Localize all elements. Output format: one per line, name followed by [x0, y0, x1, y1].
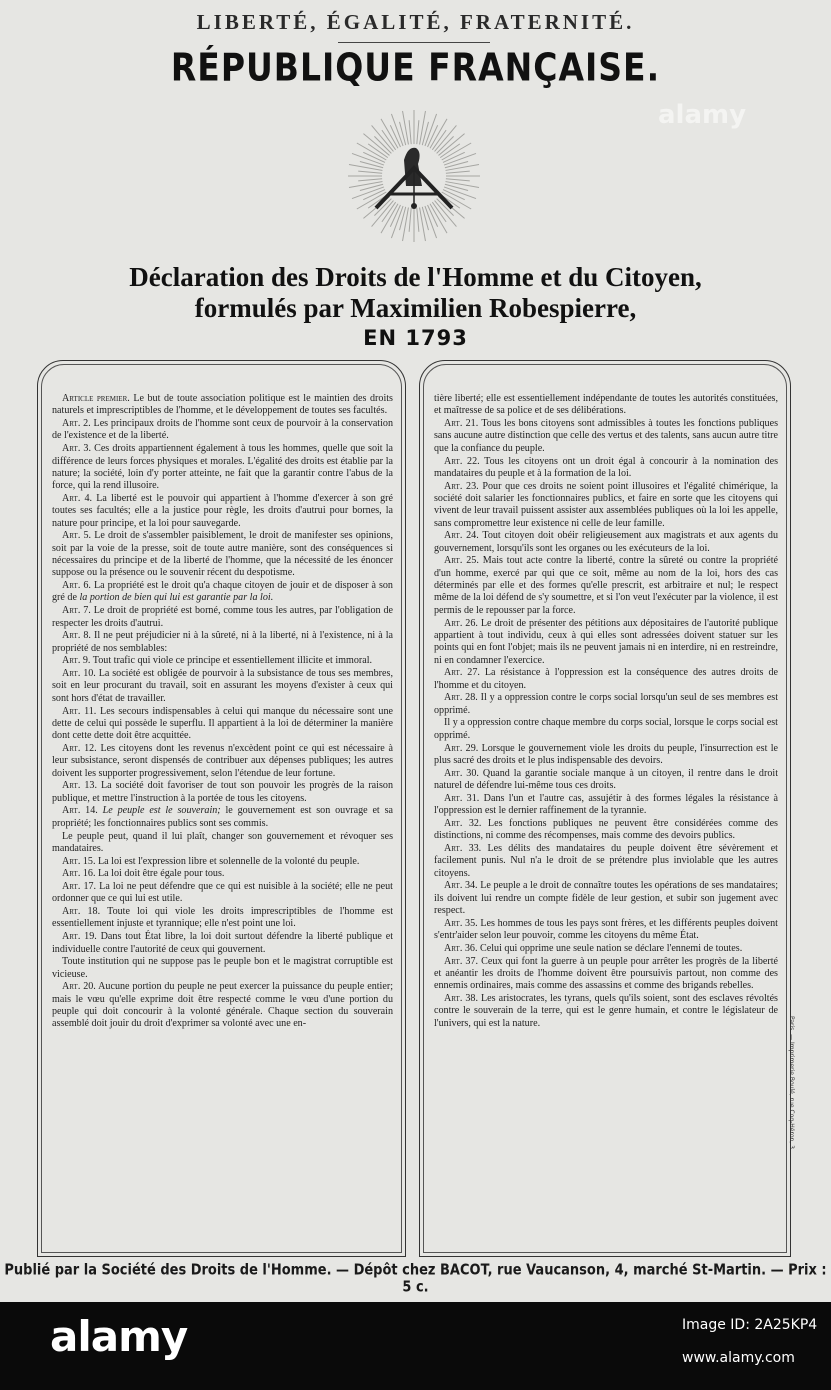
sun-ray — [446, 182, 479, 188]
article-paragraph — [434, 418, 778, 455]
article-text: Tous les bons citoyens sont admissibles à toutes les fonctions publiques sans aucune autre distinction que celle des vertus et des talents, sans aucun autre titre que la confiance du peuple. — [434, 418, 778, 454]
article-paragraph — [434, 743, 778, 768]
article-number: Art. 6. — [62, 580, 91, 592]
sun-ray — [403, 208, 409, 241]
left-column — [37, 360, 406, 1257]
sun-ray — [372, 125, 394, 151]
sun-ray — [372, 201, 394, 227]
article-number: Art. 2. — [62, 418, 91, 430]
article-number: Art. 37. — [444, 955, 479, 967]
article-text: le gouvernement est son ouvrage et sa propriété; les fonctionnaires publics sont ses commis. — [52, 805, 393, 829]
declaration-title — [0, 262, 831, 324]
sun-ray — [363, 134, 389, 156]
article-number: Art. 19. — [62, 931, 97, 943]
printer-text: Paris. — Imprimerie Boulé, rue Coq-Héron, 3. — [788, 1016, 795, 1151]
article-number: Art. 16. — [62, 868, 96, 880]
right-column-text — [434, 393, 778, 1030]
article-number: Art. 24. — [444, 530, 479, 542]
sun-ray — [417, 120, 419, 144]
article-text: Les aristocrates, les tyrans, quels qu'ils soient, sont des esclaves révoltés contre le souverain de la terre, qui est le genre humain, et contre le législateur de l'univers, qui est la nature. — [434, 992, 778, 1029]
article-number: Art. 31. — [444, 792, 480, 804]
article-text: Lorsque le gouvernement viole les droits du peuple, l'insurrection est le plus sacré des droits et le plus indispensable des devoirs. — [434, 742, 778, 766]
year-label: EN 1793 — [363, 326, 468, 350]
sun-ray — [349, 182, 382, 188]
article-number: Art. 9. — [62, 655, 91, 667]
article-text: Mais tout acte contre la liberté, contre la sûreté ou contre la propriété d'un homme, exercé par qui que ce soit, même au nom de la loi, hors des cas déterminés par elle et des formes qu'elle prescrit, est arbitraire et nul; le respect même de la loi défend de s'y soumettre, et si l'on veut l'exécuter par la violence, il est permis de le repousser par la force. — [434, 555, 778, 616]
article-paragraph — [434, 717, 778, 742]
article-paragraph — [434, 530, 778, 555]
article-paragraph — [434, 793, 778, 818]
sun-ray — [381, 204, 398, 233]
article-paragraph — [52, 881, 393, 906]
article-paragraph — [434, 456, 778, 481]
article-text: Les citoyens dont les revenus n'excèdent point ce qui est nécessaire à leur subsistance, seront dispensés de contribuer aux dépenses publiques; les autres doivent les supporter progressivement, selon l'étendue de leur fortune. — [52, 742, 394, 779]
article-number: Art. 34. — [444, 880, 478, 892]
motto: LIBERTÉ, ÉGALITÉ, FRATERNITÉ. — [196, 10, 635, 34]
article-text: Il y a oppression contre le corps social lorsqu'un seul de ses membres est opprimé. — [434, 692, 778, 716]
article-paragraph — [52, 393, 393, 418]
sun-ray — [439, 134, 465, 156]
article-text: Le droit de s'assembler paisiblement, le droit de manifester ses opinions, soit par la voie de la presse, soit de toute autre manière, sont des conséquences si nécessaires du principe et de la liberté de l'homme, que la nécessité de les énoncer suppose ou la présence ou le souvenir récent du despotisme. — [52, 530, 393, 579]
article-number: Art. 18. — [62, 906, 101, 918]
article-text: Les secours indispensables à celui qui manque du nécessaire sont une dette de celui qui possède le superflu. Il appartient à la loi de déterminer la manière dont cette dette doit être acquittée. — [52, 705, 393, 742]
article-number: Art. 13. — [62, 780, 97, 792]
article-text: La liberté est le pouvoir qui appartient à l'homme d'exercer à son gré toutes ses facultés; elle a la justice pour règle, les droits d'autrui pour bornes, la nature pour principe, et la loi pour sauvegarde. — [52, 492, 393, 529]
article-number: Art. 3. — [62, 443, 91, 455]
sun-ray — [430, 204, 447, 233]
article-text: Dans tout État libre, la loi doit surtout défendre la liberté publique et individuelle contre l'autorité de ceux qui gouvernent. — [52, 931, 393, 955]
article-number: Art. 28. — [444, 692, 478, 704]
sun-ray — [403, 111, 409, 144]
article-number: Art. 4. — [62, 492, 93, 504]
article-number: Art. 21. — [444, 418, 479, 430]
article-paragraph — [434, 667, 778, 692]
article-number: Art. 33. — [444, 842, 482, 854]
article-number: Art. 22. — [444, 455, 480, 467]
article-paragraph — [52, 443, 393, 492]
article-number: Art. 8. — [62, 630, 91, 642]
article-paragraph — [434, 393, 778, 418]
sun-ray — [442, 143, 471, 160]
article-number: Art. 11. — [62, 705, 97, 717]
article-number: Art. 32. — [444, 817, 482, 829]
article-text: Le droit de présenter des pétitions aux dépositaires de l'autorité publique appartient à tout individu, ceux à qui elles sont adressées doivent statuer sur les points qui en font l'objet; mais ils ne peuvent jamais ni en interdire, ni en restreindre, ni en condamner l'exercice. — [434, 617, 778, 666]
sun-ray — [435, 125, 457, 151]
article-paragraph — [52, 418, 393, 443]
article-italic: Le peuple est le souverain; — [102, 805, 221, 817]
article-paragraph — [52, 580, 393, 605]
article-paragraph — [434, 481, 778, 530]
article-text: La propriété est le droit qu'a chaque citoyen de jouir et de disposer à son gré de — [52, 580, 393, 604]
article-number: Art. 35. — [444, 917, 478, 929]
article-paragraph — [434, 943, 778, 955]
article-text: Il y a oppression contre chaque membre du corps social, lorsque le corps social est opprimé. — [434, 717, 778, 741]
article-paragraph — [52, 706, 393, 743]
left-column-text — [52, 393, 393, 1031]
article-number: Art. 10. — [62, 668, 96, 680]
article-paragraph — [52, 956, 393, 981]
sun-ray — [417, 208, 419, 232]
article-paragraph — [52, 906, 393, 931]
sun-ray — [446, 179, 470, 181]
article-paragraph — [52, 655, 393, 667]
republic-title: RÉPUBLIQUE FRANÇAISE. — [170, 45, 661, 90]
article-text: La loi est l'expression libre et solennelle de la volonté du peuple. — [98, 855, 360, 867]
article-text: La société est obligée de pourvoir à la subsistance de tous ses membres, soit en leur procurant du travail, soit en assurant les moyens d'exister à ceux qui sont hors d'état de travailler. — [52, 668, 393, 704]
article-paragraph — [434, 843, 778, 880]
article-number: Art. 5. — [62, 530, 92, 542]
article-paragraph — [52, 668, 393, 705]
sun-ray — [435, 201, 457, 227]
article-paragraph — [52, 530, 393, 579]
article-number: Art. 12. — [62, 742, 97, 754]
sun-ray — [409, 120, 411, 144]
article-text: Les délits des mandataires du peuple doivent être sévèrement et facilement punis. Nul n'a le droit de se prétendre plus inviolable que les autres citoyens. — [434, 842, 778, 879]
article-number: Article premier. — [62, 393, 130, 404]
article-paragraph — [52, 743, 393, 780]
sun-ray — [381, 119, 398, 148]
article-text: Les principaux droits de l'homme sont ceux de pourvoir à la conservation de l'existence et de la liberté. — [52, 418, 394, 442]
article-number: Art. 7. — [62, 605, 91, 617]
article-text: Dans l'un et l'autre cas, assujétir à des formes légales la résistance à l'oppression est le dernier raffinement de la tyrannie. — [434, 792, 779, 817]
article-text: Le but de toute association politique est le maintien des droits naturels et imprescriptibles de l'homme, et le développement de toutes ses facultés. — [52, 393, 393, 417]
article-paragraph — [52, 630, 393, 655]
stock-url[interactable]: www.alamy.com — [682, 1350, 795, 1366]
article-number: Art. 36. — [444, 942, 478, 954]
article-paragraph — [434, 956, 778, 993]
masonic-level-sunburst-icon — [346, 108, 482, 244]
article-number: Art. 38. — [444, 992, 478, 1004]
article-text: Le droit de propriété est borné, comme tous les autres, par l'obligation de respecter les droits d'autrui. — [52, 605, 393, 629]
article-paragraph — [434, 692, 778, 717]
sun-ray — [430, 119, 447, 148]
article-text: Le peuple a le droit de connaître toutes les opérations de ses mandataires; ils doivent lui rendre un compte fidèle de leur gestion, et subir son jugement avec respect. — [434, 880, 779, 916]
sun-ray — [420, 111, 426, 144]
article-text: La loi doit être égale pour tous. — [98, 868, 225, 880]
printer-imprint — [787, 1016, 797, 1266]
sun-ray — [357, 143, 386, 160]
article-text: La loi ne peut défendre que ce qui est nuisible à la société; elle ne peut ordonner que ce qui lui est utile. — [52, 881, 393, 905]
article-paragraph — [52, 805, 393, 830]
article-paragraph — [52, 605, 393, 630]
sun-ray — [358, 171, 382, 173]
article-number: Art. 15. — [62, 855, 96, 867]
stock-photo-bar — [0, 1302, 831, 1390]
article-number: Art. 14. — [62, 805, 98, 817]
article-text: Les fonctions publiques ne peuvent être considérées comme des distinctions, ni comme des récompenses, mais comme des devoirs publics. — [434, 817, 778, 842]
stock-logo: alamy — [50, 1312, 188, 1361]
article-paragraph — [434, 818, 778, 843]
article-paragraph — [52, 931, 393, 956]
watermark: alamy — [658, 100, 747, 130]
article-text: Toute institution qui ne suppose pas le peuple bon et le magistrat corruptible est vicieuse. — [52, 956, 393, 980]
article-number: Art. 23. — [444, 480, 479, 492]
article-number: Art. 29. — [444, 742, 479, 754]
article-italic: la portion de bien qui lui est garantie par la loi. — [79, 592, 274, 604]
declaration-line-2: formulés par Maximilien Robespierre, — [194, 293, 637, 323]
article-paragraph — [52, 831, 393, 856]
article-text: Pour que ces droits ne soient point illusoires et l'égalité chimérique, la société doit salarier les fonctionnaires publics, et faire en sorte que les citoyens qui vivent de leur travail puissent assister aux assemblées publiques où la loi les appelle, sans compromettre leur existence ni celle de leur famille. — [434, 480, 778, 529]
declaration-line-1: Déclaration des Droits de l'Homme et du Citoyen, — [129, 262, 702, 292]
article-text: La résistance à l'oppression est la conséquence des autres droits de l'homme et du citoyen. — [434, 667, 778, 691]
sun-ray — [409, 208, 411, 232]
article-text: Le peuple peut, quand il lui plaît, changer son gouvernement et révoquer ses mandataires. — [52, 830, 393, 854]
article-text: Tous les citoyens ont un droit égal à concourir à la nomination des mandataires du peuple et à la formation de la loi. — [434, 455, 779, 479]
article-text: Tout trafic qui viole ce principe et essentiellement illicite et immoral. — [92, 655, 373, 667]
sun-ray — [420, 208, 426, 241]
article-paragraph — [52, 856, 393, 868]
article-text: Tout citoyen doit obéir religieusement aux magistrats et aux agents du gouvernement, lorsqu'ils sont les organes ou les exécuteurs de la loi. — [434, 530, 778, 554]
article-paragraph — [434, 880, 778, 917]
article-text: La société doit favoriser de tout son pouvoir les progrès de la raison publique, et mettre l'instruction à la portée de tous les citoyens. — [52, 780, 393, 804]
article-number: Art. 27. — [444, 667, 480, 679]
article-text: Celui qui opprime une seule nation se déclare l'ennemi de toutes. — [480, 942, 743, 954]
article-text: Aucune portion du peuple ne peut exercer la puissance du peuple entier; mais le vœu qu'elle exprime doit être respecté comme le vœu d'une portion du peuple qui doit concourir à la volonté générale. Chaque section du souverain assemblé doit jouir du droit d'exprimer sa volonté avec une en- — [52, 981, 393, 1030]
sun-ray — [358, 179, 382, 181]
article-text: Les hommes de tous les pays sont frères, et les différents peuples doivent s'entr'aider selon leur pouvoir, comme les citoyens du même État. — [434, 917, 778, 942]
article-text: Toute loi qui viole les droits imprescriptibles de l'homme est essentiellement injuste et tyrannique; elle n'est point une loi. — [52, 906, 393, 930]
article-number: Art. 20. — [62, 981, 96, 993]
publisher-footer: Publié par la Société des Droits de l'Homme. — Dépôt chez BACOT, rue Vaucanson, 4, marché St-Martin. — Prix : 5 c. — [4, 1261, 827, 1297]
article-number: Art. 17. — [62, 881, 97, 893]
article-text: tière liberté; elle est essentiellement indépendante de toutes les autorités constituées, et maîtresse de sa police et de ses délibérations. — [434, 393, 778, 417]
article-paragraph — [434, 618, 778, 667]
article-text: Ces droits appartiennent également à tous les hommes, quelle que soit la différence de leurs forces physiques et morales. L'égalité des droits est établie par la nature; la société, loin d'y porter atteinte, ne fait que la garantir contre l'abus de la force, qui la rend illusoire. — [52, 443, 393, 492]
motto-divider — [338, 42, 490, 43]
article-paragraph — [52, 493, 393, 530]
article-paragraph — [52, 981, 393, 1030]
article-paragraph — [434, 993, 778, 1030]
sun-ray — [446, 171, 470, 173]
article-paragraph — [434, 555, 778, 617]
article-number: Art. 30. — [444, 767, 479, 779]
article-paragraph — [52, 780, 393, 805]
article-text: Il ne peut préjudicier ni à la sûreté, ni à la liberté, ni à l'existence, ni à la propriété de nos semblables: — [52, 630, 393, 654]
right-column — [419, 360, 791, 1257]
article-number: Art. 25. — [444, 555, 479, 567]
article-paragraph — [434, 918, 778, 943]
sun-ray — [446, 165, 479, 171]
image-id: Image ID: 2A25KP4 — [682, 1317, 818, 1333]
article-text: Quand la garantie sociale manque à un citoyen, il rentre dans le droit naturel de défendre lui-même tous ces droits. — [434, 767, 778, 791]
article-number: Art. 26. — [444, 617, 478, 629]
article-text: Ceux qui font la guerre à un peuple pour arrêter les progrès de la liberté et anéantir les droits de l'homme doivent être poursuivis partout, non comme des ennemis ordinaires, mais comme des assassins et comme des brigands rebelles. — [434, 955, 778, 992]
article-paragraph — [434, 768, 778, 793]
article-paragraph — [52, 868, 393, 880]
sun-ray — [349, 165, 382, 171]
